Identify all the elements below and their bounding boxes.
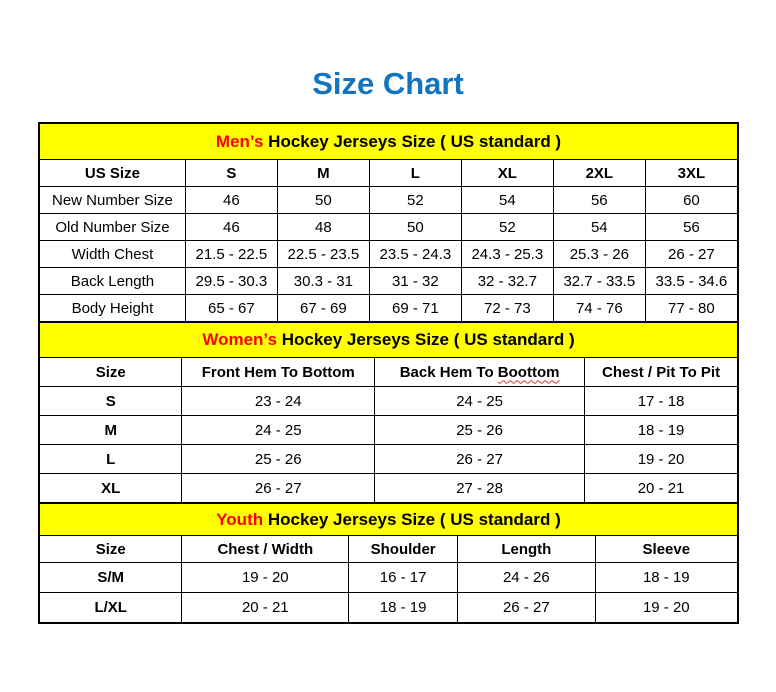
cell: 32.7 - 33.5 [553,268,645,295]
cell: 24 - 26 [458,563,596,593]
cell: 30.3 - 31 [277,268,369,295]
row-label: Old Number Size [40,214,186,241]
cell: 46 [185,187,277,214]
page-title: Size Chart [312,66,464,101]
misspelled-header-prefix: Back Hem To [399,363,498,381]
row-label: Body Height [40,295,186,322]
cell: 22.5 - 23.5 [277,241,369,268]
table-row [40,187,738,214]
table-row [40,268,738,295]
cell: 19 - 20 [585,445,738,474]
cell: 18 - 19 [349,593,458,623]
cell: 50 [369,214,461,241]
youth-header-row [40,536,738,563]
mens-banner-highlight: Men’s [215,131,264,151]
column-header: Chest / Pit To Pit [585,358,738,387]
column-header: Size [40,358,182,387]
column-header: 3XL [645,160,737,187]
cell: 24 - 25 [182,416,375,445]
cell: 48 [277,214,369,241]
youth-banner-text: Hockey Jerseys Size ( US standard ) [263,509,561,529]
cell: 20 - 21 [182,593,349,623]
column-header: Shoulder [349,536,458,563]
cell: 52 [461,214,553,241]
cell: 65 - 67 [185,295,277,322]
cell: 26 - 27 [375,445,585,474]
mens-table-banner [40,124,738,160]
cell: 56 [645,214,737,241]
column-header: Size [40,536,182,563]
womens-table-banner [40,323,738,358]
cell: 18 - 19 [595,563,737,593]
youth-table-banner [40,504,738,536]
cell: 32 - 32.7 [461,268,553,295]
table-row [40,241,738,268]
cell: 50 [277,187,369,214]
column-header: S [185,160,277,187]
womens-banner-cell [40,323,738,358]
cell: 54 [553,214,645,241]
mens-size-table [39,123,738,322]
cell: 19 - 20 [182,563,349,593]
cell: 33.5 - 34.6 [645,268,737,295]
column-header: 2XL [553,160,645,187]
row-label: New Number Size [40,187,186,214]
row-label: L [40,445,182,474]
table-row [40,387,738,416]
cell: 56 [553,187,645,214]
womens-banner-highlight: Women’s [202,330,277,349]
cell: 69 - 71 [369,295,461,322]
youth-banner-highlight: Youth [216,509,264,529]
column-header: M [277,160,369,187]
womens-size-table [39,322,738,503]
row-label: M [40,416,182,445]
row-label: Width Chest [40,241,186,268]
cell: 25 - 26 [182,445,375,474]
cell: 23.5 - 24.3 [369,241,461,268]
row-label: S/M [40,563,182,593]
cell: 46 [185,214,277,241]
table-row [40,474,738,503]
cell: 67 - 69 [277,295,369,322]
table-row [40,445,738,474]
cell: 24 - 25 [375,387,585,416]
cell: 20 - 21 [585,474,738,503]
table-row [40,563,738,593]
cell: 17 - 18 [585,387,738,416]
table-row [40,214,738,241]
womens-banner-text: Hockey Jerseys Size ( US standard ) [276,330,575,349]
womens-header-row [40,358,738,387]
mens-banner-cell [40,124,738,160]
cell: 25.3 - 26 [553,241,645,268]
size-chart-tables [38,122,739,624]
cell: 60 [645,187,737,214]
column-header: Chest / Width [182,536,349,563]
mens-banner-text: Hockey Jerseys Size ( US standard ) [263,131,562,151]
column-header: Sleeve [595,536,737,563]
cell: 25 - 26 [375,416,585,445]
cell: 16 - 17 [349,563,458,593]
cell: 24.3 - 25.3 [461,241,553,268]
cell: 74 - 76 [553,295,645,322]
table-row [40,593,738,623]
cell: 54 [461,187,553,214]
mens-header-row [40,160,738,187]
misspelled-word: Boottom [497,363,560,381]
column-header-misspelled [375,358,585,387]
column-header: Front Hem To Bottom [182,358,375,387]
column-header: L [369,160,461,187]
row-label: Back Length [40,268,186,295]
cell: 29.5 - 30.3 [185,268,277,295]
youth-banner-cell [40,504,738,536]
cell: 27 - 28 [375,474,585,503]
cell: 26 - 27 [645,241,737,268]
table-row [40,295,738,322]
row-label: L/XL [40,593,182,623]
row-label: XL [40,474,182,503]
cell: 52 [369,187,461,214]
cell: 72 - 73 [461,295,553,322]
cell: 77 - 80 [645,295,737,322]
table-row [40,416,738,445]
youth-size-table [39,503,738,623]
cell: 26 - 27 [458,593,596,623]
cell: 21.5 - 22.5 [185,241,277,268]
row-label: S [40,387,182,416]
cell: 26 - 27 [182,474,375,503]
cell: 19 - 20 [595,593,737,623]
column-header: Length [458,536,596,563]
cell: 31 - 32 [369,268,461,295]
cell: 18 - 19 [585,416,738,445]
column-header: XL [461,160,553,187]
cell: 23 - 24 [182,387,375,416]
column-header: US Size [40,160,186,187]
